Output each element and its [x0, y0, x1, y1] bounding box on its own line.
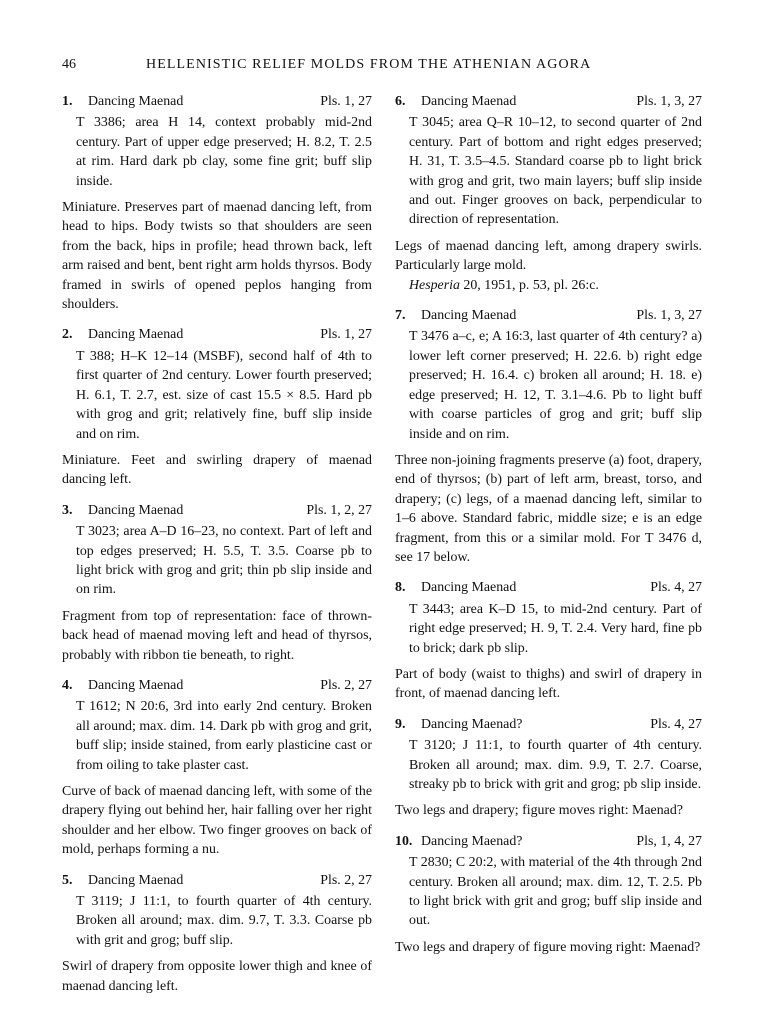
entry-description: Three non-joining fragments preserve (a) foot, drapery, end of thyrsos; (b) part of left arm, breast, torso, and drapery; (c) legs, of a maenad dancing left, similar to 1–6 above. Standard fabric, middle size; e is an edge fragment, from this or a similar mold. For T 3476 d, see 17 below.: [395, 452, 702, 565]
entry-plates: Pls. 1, 27: [320, 327, 372, 343]
page-number: 46: [62, 57, 76, 72]
entry-plates: Pls. 1, 3, 27: [636, 308, 702, 324]
catalog-entry-8: [395, 578, 702, 703]
entry-title: Dancing Maenad: [421, 580, 517, 596]
entry-title: Dancing Maenad: [88, 872, 184, 888]
entry-number: 1.: [62, 94, 73, 109]
entry-heading: [395, 715, 702, 734]
running-title: HELLENISTIC RELIEF MOLDS FROM THE ATHENIAN AGORA: [146, 57, 592, 72]
entry-heading: [395, 832, 702, 851]
entry-body: T 3119; J 11:1, to fourth quarter of 4th century. Broken all around; max. dim. 9.7, T. 3.3. Coarse pb with grit and grog; buff slip.: [76, 894, 372, 948]
entry-plates: Pls. 4, 27: [650, 580, 702, 596]
entry-description: Miniature. Preserves part of maenad dancing left, from head to hips. Body twists so that shoulders are seen from the back, hips in profile; head thrown back, left arm raised and bent, bent right arm holds thyrsos. Body framed in swirls of opened peplos hanging from shoulders.: [62, 200, 372, 313]
entry-number: 5.: [62, 872, 73, 888]
right-column: [395, 92, 702, 968]
entry-heading: [62, 325, 372, 344]
entry-body: T 388; H–K 12–14 (MSBF), second half of 4th to first quarter of 2nd century. Lower fourth preserved; H. 6.1, T. 2.7, est. size of cast 15.5 × 8.5. Hard pb with grog and grit; relatively fine, buff slip inside and on rim.: [76, 348, 372, 442]
entry-plates: Pls. 2, 27: [320, 872, 372, 888]
entry-title-line: [62, 92, 183, 111]
bibliographic-reference: [395, 276, 702, 295]
entry-plates: Pls. 2, 27: [320, 677, 372, 693]
entry-plates: Pls, 1, 4, 27: [636, 833, 702, 849]
entry-heading: [395, 92, 702, 111]
entry-plates: Pls. 1, 27: [320, 94, 372, 109]
entry-title-line: [62, 871, 183, 890]
entry-description: Curve of back of maenad dancing left, with some of the drapery flying out behind her, hair falling over her right shoulder and her elbow. Two finger grooves on back of mold, perhaps forming a nu.: [62, 784, 372, 858]
catalog-entry-7: [395, 306, 702, 567]
entry-heading: [62, 871, 372, 890]
entry-title-line: [62, 676, 183, 695]
page-header: [62, 57, 722, 77]
catalog-entry-6: [395, 92, 702, 295]
catalog-entry-4: [62, 676, 372, 860]
entry-title-line: [395, 92, 516, 111]
entry-number: 10.: [395, 833, 413, 849]
entry-body: T 3386; area H 14, context probably mid-2nd century. Part of upper edge preserved; H. 8.2, T. 2.5 at rim. Hard dark pb clay, some fine grit; buff slip inside.: [76, 115, 372, 189]
entry-description: Fragment from top of representation: face of thrown-back head of maenad moving left and head of thyrsos, probably with ribbon tie beneath, to right.: [62, 608, 372, 663]
reference-citation: 20, 1951, p. 53, pl. 26:c.: [459, 277, 599, 293]
entry-body: T 2830; C 20:2, with material of the 4th through 2nd century. Broken all around; max. dim. 12, T. 2.5. Pb to light brick with grit and grog; buff slip inside and out.: [409, 855, 702, 929]
catalog-entry-3: [62, 501, 372, 665]
entry-heading: [62, 501, 372, 520]
entry-body: T 3045; area Q–R 10–12, to second quarter of 2nd century. Part of bottom and right edges preserved; H. 31, T. 3.5–4.5. Standard coarse pb to light brick with grog and grit, two main layers; buff slip inside and out. Finger grooves on back, perpendicular to direction of representation.: [409, 115, 702, 228]
catalog-entry-5: [62, 871, 372, 996]
entry-title: Dancing Maenad: [88, 502, 184, 518]
entry-description: Swirl of drapery from opposite lower thigh and knee of maenad dancing left.: [62, 959, 372, 994]
catalog-entry-2: [62, 325, 372, 489]
entry-title-line: [62, 501, 183, 520]
entry-body: T 1612; N 20:6, 3rd into early 2nd century. Broken all around; max. dim. 14. Dark pb with grog and grit, buff slip; inside stained, from early plasticine cast or from oiling to take plaster cast.: [76, 699, 372, 773]
entry-description: Part of body (waist to thighs) and swirl of drapery in front, of maenad dancing left.: [395, 666, 702, 702]
entry-plates: Pls. 4, 27: [650, 716, 702, 732]
catalog-entry-10: [395, 832, 702, 957]
entry-title: Dancing Maenad?: [421, 716, 523, 732]
entry-title: Dancing Maenad: [88, 327, 184, 343]
catalog-entry-9: [395, 715, 702, 821]
entry-description: Two legs and drapery of figure moving right: Maenad?: [395, 939, 701, 955]
entry-number: 2.: [62, 327, 73, 343]
entry-body: T 3023; area A–D 16–23, no context. Part of left and top edges preserved; H. 5.5, T. 3.5. Coarse pb to light brick with grog and grit; thin pb slip inside and on rim.: [76, 524, 372, 598]
entry-title-line: [395, 715, 522, 734]
entry-number: 7.: [395, 308, 406, 324]
entry-number: 3.: [62, 502, 73, 518]
entry-heading: [395, 578, 702, 597]
entry-number: 8.: [395, 580, 406, 596]
entry-body: T 3120; J 11:1, to fourth quarter of 4th century. Broken all around; max. dim. 9.9, T. 2.7. Coarse, streaky pb to brick with grit and grog; pb slip inside.: [409, 738, 702, 792]
entry-title-line: [395, 306, 516, 325]
entry-description: Legs of maenad dancing left, among drapery swirls. Particularly large mold.: [395, 238, 702, 274]
entry-number: 4.: [62, 677, 73, 693]
entry-title: Dancing Maenad: [88, 94, 184, 109]
catalog-entry-1: [62, 92, 372, 314]
entry-body: T 3476 a–c, e; A 16:3, last quarter of 4th century? a) lower left corner preserved; H. 22.6. b) right edge preserved; H. 16.4. c) broken all around; H. 18. e) edge preserved; H. 12, T. 3.1–4.6. Pb to light buff with coarse particles of grog and grit; buff slip inside and on rim.: [409, 329, 702, 442]
entry-number: 9.: [395, 716, 406, 732]
entry-heading: [395, 306, 702, 325]
entry-heading: [62, 92, 372, 111]
entry-title: Dancing Maenad?: [421, 833, 523, 849]
entry-plates: Pls. 1, 3, 27: [636, 94, 702, 109]
entry-number: 6.: [395, 94, 406, 109]
entry-plates: Pls. 1, 2, 27: [306, 502, 372, 518]
entry-title: Dancing Maenad: [421, 94, 517, 109]
entry-title: Dancing Maenad: [88, 677, 184, 693]
entry-title: Dancing Maenad: [421, 308, 517, 324]
entry-body: T 3443; area K–D 15, to mid-2nd century. Part of right edge preserved; H. 9, T. 2.4. Very hard, fine pb to brick; dark pb slip.: [409, 601, 702, 656]
entry-title-line: [395, 578, 516, 597]
entry-title-line: [395, 832, 522, 851]
left-column: [62, 92, 372, 1007]
entry-description: Two legs and drapery; figure moves right: Maenad?: [395, 803, 683, 819]
entry-heading: [62, 676, 372, 695]
entry-title-line: [62, 325, 183, 344]
reference-journal: Hesperia: [409, 277, 460, 293]
entry-description: Miniature. Feet and swirling drapery of maenad dancing left.: [62, 452, 372, 488]
